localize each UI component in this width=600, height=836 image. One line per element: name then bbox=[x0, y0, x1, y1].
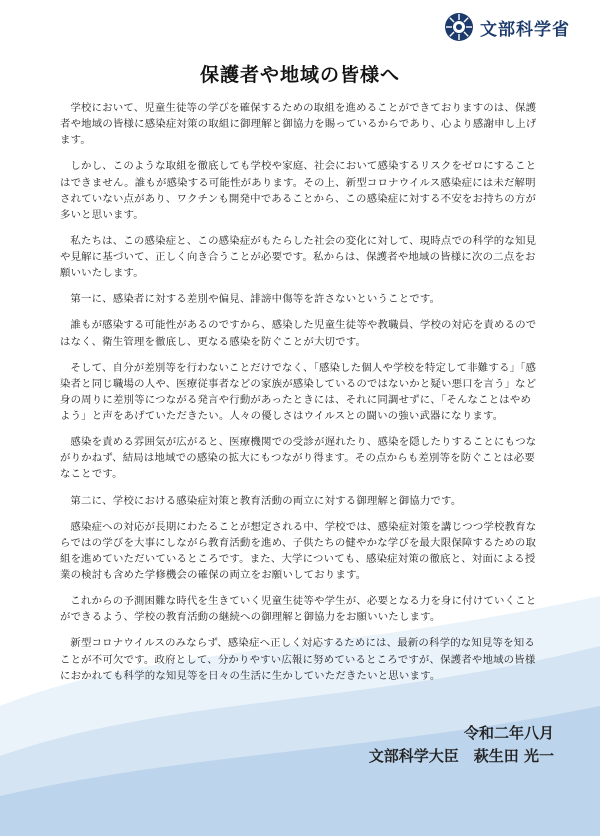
paragraph: 第一に、感染者に対する差別や偏見、誹謗中傷等を許さないということです。 bbox=[70, 293, 441, 306]
document-title: 保護者や地域の皆様へ bbox=[199, 64, 400, 86]
signature-block bbox=[369, 722, 554, 769]
paragraph: 私たちは、この感染症と、この感染症がもたらした社会の変化に対して、現時点での科学的な知見や見解に基づいて、正しく向き合うことが必要です。私からは、保護者や地域の皆様に次の二点をお願いいたします。 bbox=[60, 234, 537, 280]
paragraph: 第二に、学校における感染症対策と教育活動の両立に対する御理解と御協力です。 bbox=[70, 494, 462, 507]
paragraph: 感染を責める雰囲気が広がると、医療機関での受診が遅れたり、感染を隠したりすることにもつながりかねず、結局は地域での感染の拡大にもつながり得ます。その点からも差別等を防ぐことは必要なことです。 bbox=[60, 436, 537, 481]
paragraph: しかし、このような取組を徹底しても学校や家庭、社会において感染するリスクをゼロにすることはできません。誰もが感染する可能性があります。その上、新型コロナウイルス感染症には未だ解明されていない点があり、ワクチンも開発中であることから、この感染症に対する不安をお持ちの方が多いと思います。 bbox=[60, 160, 537, 221]
ministry-logo bbox=[444, 12, 570, 42]
ministry-name: 文部科学省 bbox=[480, 19, 570, 40]
letter-body bbox=[60, 100, 538, 694]
paragraph: 誰もが感染する可能性があるのですから、感染した児童生徒等や教職員、学校の対応を責めるのではなく、衛生管理を徹底し、更なる感染を防ぐことが大切です。 bbox=[60, 319, 537, 348]
paragraph: そして、自分が差別等を行わないことだけでなく、「感染した個人や学校を特定して非難する」「感染者と同じ職場の人や、医療従事者などの家族が感染しているのではないかと疑い悪口を言う」など身の周りに差別等につながる発言や行動があったときには、それに同調せずに、「そんなことはやめよう」と声をあげていただきたい。人々の優しさはウイルスとの闘いの強い武器になります。 bbox=[60, 361, 537, 422]
mext-emblem-icon bbox=[444, 12, 474, 42]
paragraph: 感染症への対応が長期にわたることが想定される中、学校では、感染症対策を講じつつ学校教育ならではの学びを大事にしながら教育活動を進め、子供たちの健やかな学びを最大限保障するための取組を進めていただいているところです。また、大学についても、感染症対策の徹底と、対面による授業の検討も含めた学修機会の確保の両立をお願いしております。 bbox=[60, 520, 537, 581]
paragraph: 学校において、児童生徒等の学びを確保するための取組を進めることができておりますのは、保護者や地域の皆様に感染症対策の取組に御理解と御協力を賜っているからであり、心より感謝申し上げます。 bbox=[60, 102, 537, 147]
signature-name: 文部科学大臣 萩生田 光一 bbox=[368, 747, 554, 766]
paragraph: 新型コロナウイルスのみならず、感染症へ正しく対応するためには、最新の科学的な知見等を知ることが不可欠です。政府として、分かりやすい広報に努めているところですが、保護者や地域の皆様におかれても科学的な知見等を日々の生活に生かしていただきたいと思います。 bbox=[60, 637, 536, 682]
paragraph: これからの予測困難な時代を生きていく児童生徒等や学生が、必要となる力を身に付けていくことができるよう、学校の教育活動の継続への御理解と御協力をお願いいたします。 bbox=[60, 595, 537, 624]
signature-date: 令和二年八月 bbox=[463, 724, 554, 742]
